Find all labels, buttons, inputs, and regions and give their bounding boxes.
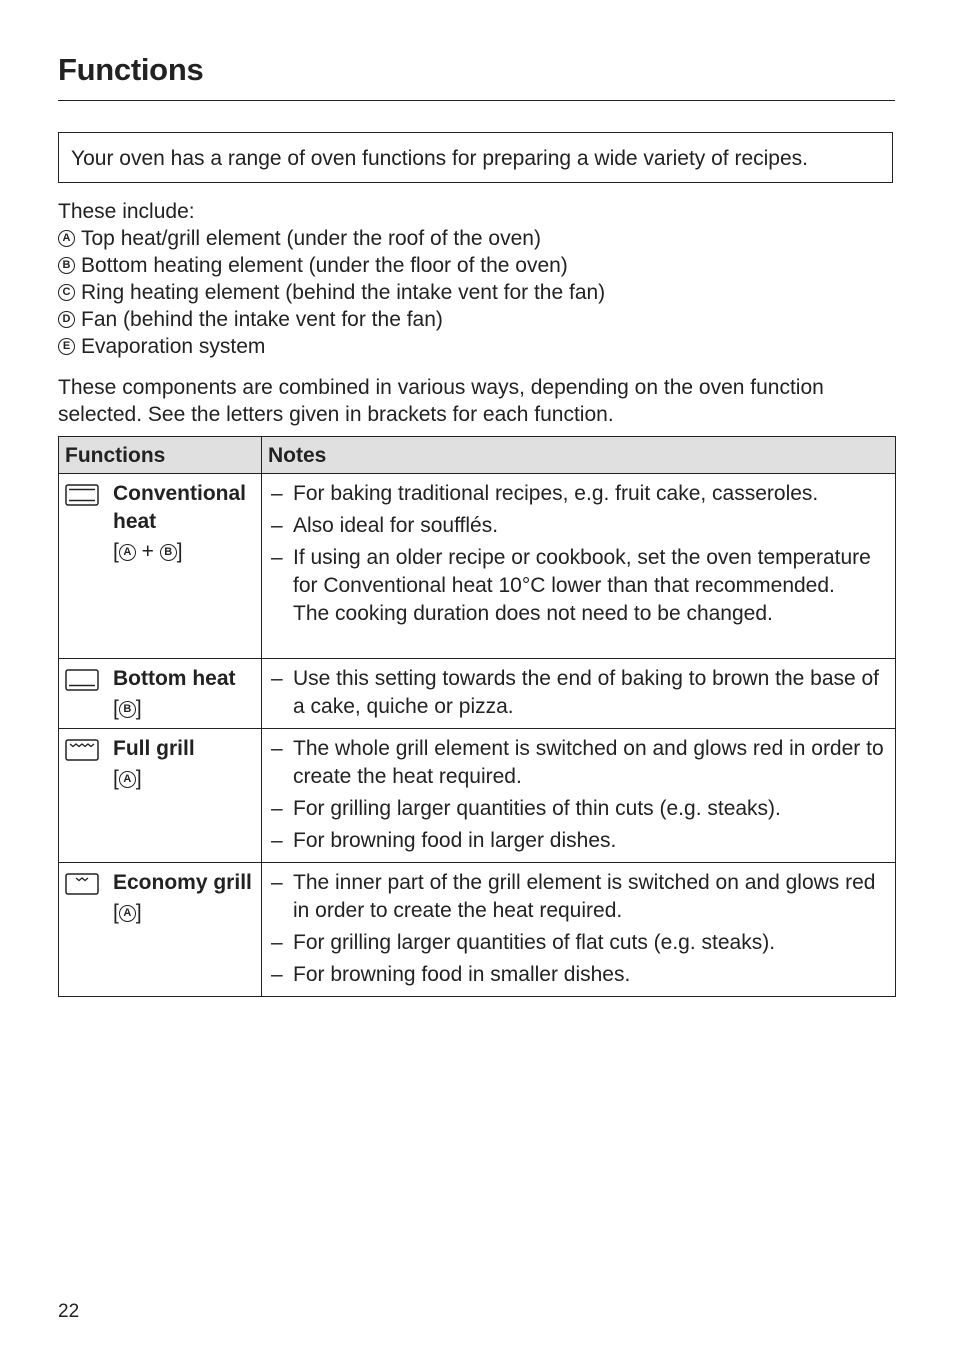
- component-text: Bottom heating element (under the floor of the oven): [81, 254, 568, 277]
- table-row: [59, 474, 896, 659]
- note-bullet: –: [271, 546, 283, 569]
- heat-bracket-close: ]: [135, 697, 142, 720]
- functions-table-body: [59, 474, 896, 997]
- component-text: Ring heating element (behind the intake vent for the fan): [81, 281, 606, 304]
- note-text: For baking traditional recipes, e.g. fruit cake, casseroles.: [293, 482, 819, 505]
- circled-letter-icon: E: [58, 338, 75, 355]
- heating-elements: [113, 538, 257, 566]
- function-name: Full grill: [113, 737, 195, 760]
- note-bullet: –: [271, 829, 283, 852]
- function-name: Conventional heat: [113, 482, 247, 533]
- note-item: [268, 480, 889, 508]
- title-divider: [58, 100, 895, 101]
- heating-elements: [113, 695, 236, 723]
- note-bullet: –: [271, 482, 283, 505]
- circled-letter-icon: A: [58, 230, 75, 247]
- component-item: [58, 279, 898, 306]
- table-row: [59, 729, 896, 863]
- note-item: [268, 735, 889, 791]
- note-item: [268, 795, 889, 823]
- heating-elements: [113, 899, 252, 927]
- components-section: [58, 198, 898, 360]
- component-item: [58, 252, 898, 279]
- note-text: The inner part of the grill element is switched on and glows red in order to create the heat required.: [293, 871, 876, 922]
- page-number: 22: [58, 1301, 80, 1322]
- note-text: For grilling larger quantities of thin cuts (e.g. steaks).: [293, 797, 781, 820]
- heat-bracket-open: [: [113, 697, 119, 720]
- notes-column-header: Notes: [262, 437, 896, 474]
- function-name: Bottom heat: [113, 667, 236, 690]
- heat-bracket-open: [: [113, 540, 119, 563]
- table-row: [59, 659, 896, 729]
- component-item: [58, 225, 898, 252]
- heat-joiner: +: [135, 540, 160, 563]
- circled-letter-icon: A: [119, 544, 136, 561]
- component-item: [58, 306, 898, 333]
- function-cell: [59, 474, 262, 659]
- circled-letter-icon: B: [160, 544, 177, 561]
- note-bullet: –: [271, 737, 283, 760]
- note-item: [268, 929, 889, 957]
- component-text: Evaporation system: [81, 335, 266, 358]
- note-item: [268, 827, 889, 855]
- note-text: The whole grill element is switched on and glows red in order to create the heat required.: [293, 737, 884, 788]
- note-item: [268, 665, 889, 721]
- note-bullet: –: [271, 667, 283, 690]
- note-text: Use this setting towards the end of baking to brown the base of a cake, quiche or pizza.: [293, 667, 880, 718]
- heat-bracket-open: [: [113, 901, 119, 924]
- note-bullet: –: [271, 931, 283, 954]
- intro-box: Your oven has a range of oven functions for preparing a wide variety of recipes.: [58, 132, 893, 183]
- circled-letter-icon: A: [119, 905, 136, 922]
- heat-bracket-close: ]: [135, 901, 142, 924]
- note-bullet: –: [271, 514, 283, 537]
- economy-grill-icon: [65, 869, 113, 927]
- notes-cell: [262, 863, 896, 997]
- functions-column-header: Functions: [59, 437, 262, 474]
- note-bullet: –: [271, 963, 283, 986]
- function-name: Economy grill: [113, 871, 252, 894]
- combined-paragraph: These components are combined in various ways, depending on the oven function selected. See the letters given in brackets for each function.: [58, 376, 824, 426]
- circled-letter-icon: A: [119, 771, 136, 788]
- function-cell: [59, 659, 262, 729]
- heat-bracket-close: ]: [176, 540, 183, 563]
- note-text: If using an older recipe or cookbook, set the oven temperature for Conventional heat 10°C lower than that recommended.: [293, 546, 871, 597]
- note-text: For browning food in larger dishes.: [293, 829, 617, 852]
- conventional-heat-icon: [65, 480, 113, 566]
- functions-table: [58, 436, 896, 997]
- circled-letter-icon: B: [58, 257, 75, 274]
- function-cell: [59, 729, 262, 863]
- circled-letter-icon: B: [119, 701, 136, 718]
- circled-letter-icon: C: [58, 284, 75, 301]
- heating-elements: [113, 765, 195, 793]
- bottom-heat-icon: [65, 665, 113, 723]
- component-text: Top heat/grill element (under the roof of the oven): [81, 227, 541, 250]
- full-grill-icon: [65, 735, 113, 793]
- heat-bracket-close: ]: [135, 767, 142, 790]
- circled-letter-icon: D: [58, 311, 75, 328]
- table-row: [59, 863, 896, 997]
- note-item: [268, 512, 889, 540]
- page-title: Functions: [58, 52, 204, 87]
- note-text: For grilling larger quantities of flat cuts (e.g. steaks).: [293, 931, 776, 954]
- table-header-row: [59, 437, 896, 474]
- note-bullet: –: [271, 871, 283, 894]
- note-bullet: –: [271, 797, 283, 820]
- component-item: [58, 333, 898, 360]
- note-item: [268, 961, 889, 989]
- notes-cell: [262, 659, 896, 729]
- function-cell: [59, 863, 262, 997]
- component-text: Fan (behind the intake vent for the fan): [81, 308, 443, 331]
- note-text: For browning food in smaller dishes.: [293, 963, 631, 986]
- note-item: [268, 869, 889, 925]
- notes-cell: [262, 474, 896, 659]
- notes-cell: [262, 729, 896, 863]
- heat-bracket-open: [: [113, 767, 119, 790]
- includes-label: These include:: [58, 200, 195, 223]
- note-item: [268, 544, 889, 628]
- note-subtext: The cooking duration does not need to be changed.: [293, 602, 773, 625]
- note-text: Also ideal for soufflés.: [293, 514, 499, 537]
